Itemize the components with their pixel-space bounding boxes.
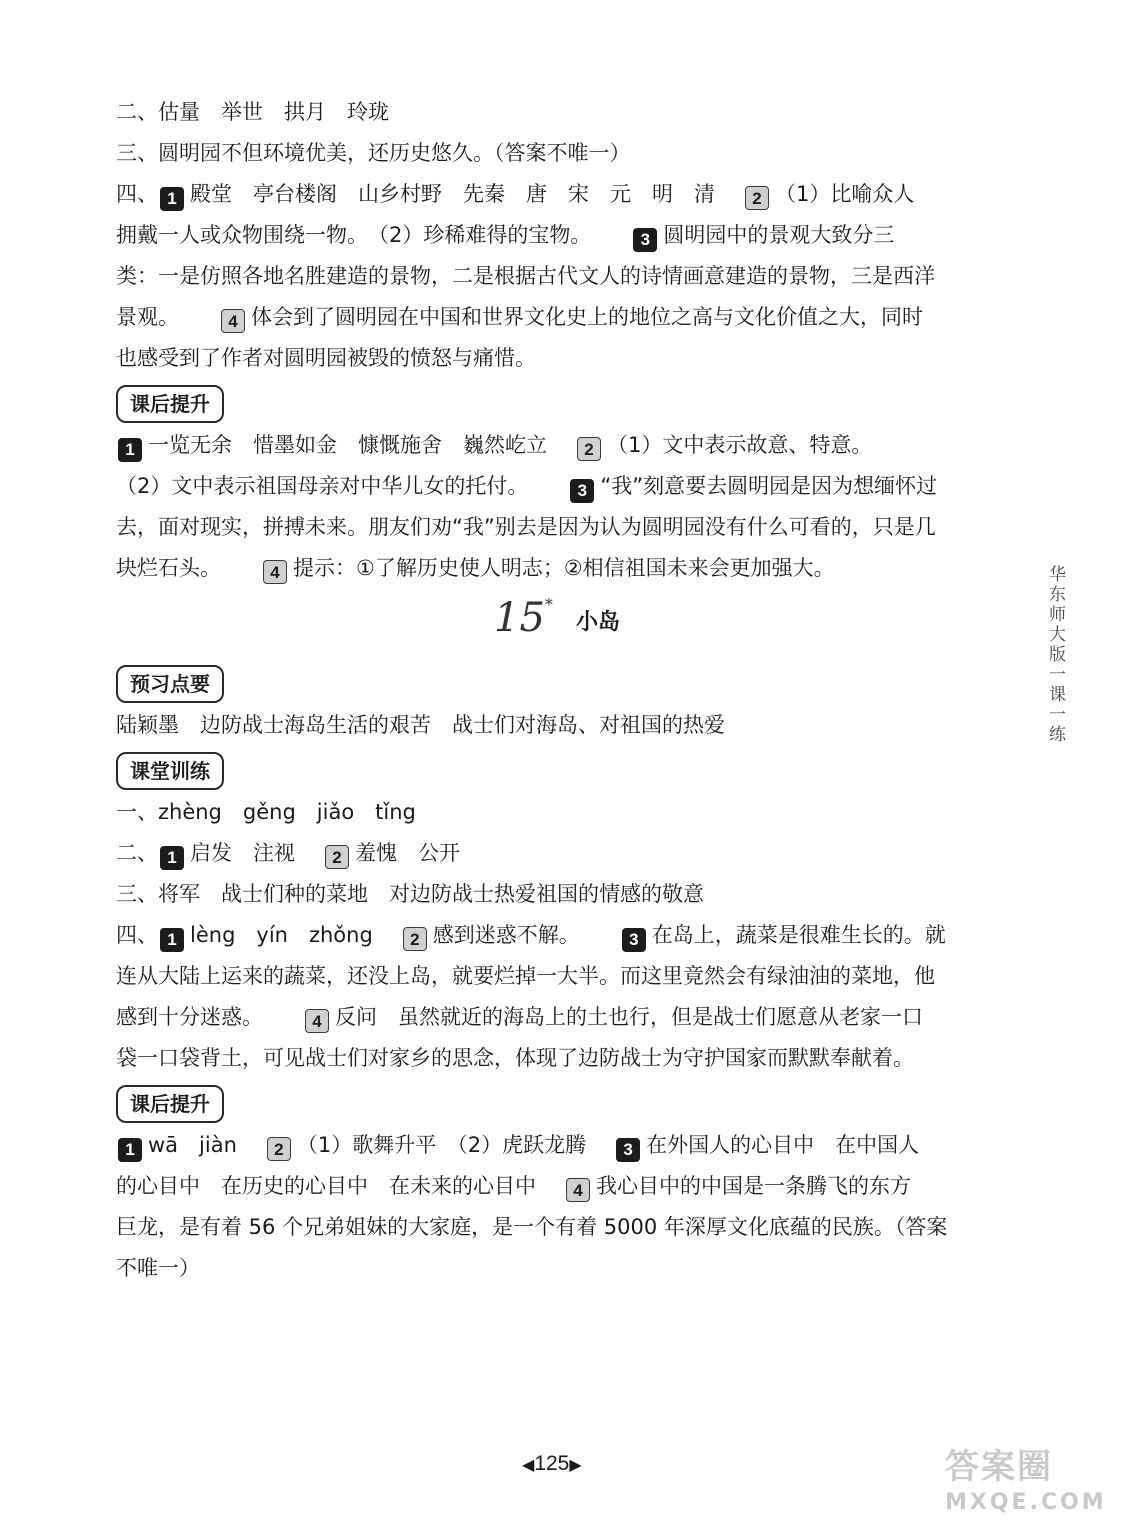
answer-text: 在外国人的心目中 在中国人 (646, 1133, 920, 1157)
line: 一、zhèng gěng jiǎo tǐng (116, 800, 416, 824)
line-prefix: 四、 (116, 923, 158, 947)
question-number-badge: 2 (403, 927, 427, 951)
question-number-badge: 4 (305, 1009, 329, 1033)
question-number-badge: 4 (566, 1178, 590, 1202)
line-prefix: 二、 (116, 841, 158, 865)
line (116, 466, 996, 507)
page-number (522, 1452, 582, 1476)
question-number-badge: 1 (160, 846, 184, 870)
answer-text: 景观。 (116, 305, 179, 329)
question-number-badge: 4 (221, 309, 245, 333)
chapter-title: 小岛 (576, 610, 621, 635)
chapter-number: 15* (494, 595, 553, 641)
answer-text: （2）文中表示祖国母亲对中华儿女的托付。 (116, 474, 529, 498)
line: 巨龙，是有着 56 个兄弟姐妹的大家庭，是一个有着 5000 年深厚文化底蕴的民族。（答案 (116, 1215, 948, 1239)
answer-text: 反问 虽然就近的海岛上的土也行，但是战士们愿意从老家一口 (335, 1005, 923, 1029)
question-number-badge: 1 (118, 1138, 142, 1162)
question-number-badge: 2 (325, 845, 349, 869)
line: 三、将军 战士们种的菜地 对边防战士热爱祖国的情感的敬意 (116, 882, 704, 906)
line (116, 425, 996, 466)
line (116, 548, 996, 589)
answer-text: 一览无余 惜墨如金 慷慨施舍 巍然屹立 (148, 433, 547, 457)
answer-text: wā jiàn (148, 1133, 237, 1157)
chapter-star: * (544, 595, 553, 614)
line: 也感受到了作者对圆明园被毁的愤怒与痛惜。 (116, 346, 536, 370)
line: 陆颖墨 边防战士海岛生活的艰苦 战士们对海岛、对祖国的热爱 (116, 713, 725, 737)
question-number-badge: 1 (160, 928, 184, 952)
answer-text: 提示：①了解历史使人明志；②相信祖国未来会更加强大。 (293, 556, 835, 580)
question-number-badge: 2 (745, 186, 769, 210)
answer-text: 体会到了圆明园在中国和世界文化史上的地位之高与文化价值之大，同时 (251, 305, 923, 329)
question-number-badge: 3 (633, 228, 657, 252)
answer-text: 圆明园中的景观大致分三 (663, 223, 895, 247)
answer-text: 我心目中的中国是一条腾飞的东方 (596, 1174, 911, 1198)
line: 不唯一） (116, 1256, 200, 1280)
line-prefix: 四、 (116, 182, 158, 206)
answer-text: 在岛上，蔬菜是很难生长的。就 (651, 923, 946, 947)
question-number-badge: 1 (118, 438, 142, 462)
line (116, 915, 996, 956)
answer-text: 的心目中 在历史的心目中 在未来的心目中 (116, 1174, 536, 1198)
line (116, 1125, 996, 1166)
question-number-badge: 4 (263, 560, 287, 584)
line (116, 997, 996, 1038)
side-series-label: 华东师大版一课一练 (1045, 565, 1065, 745)
line: 袋一口袋背土，可见战士们对家乡的思念，体现了边防战士为守护国家而默默奉献着。 (116, 1046, 914, 1070)
section-tag: 课堂训练 (116, 752, 224, 790)
question-number-badge: 3 (570, 479, 594, 503)
watermark (945, 1445, 1115, 1525)
section-tag: 课后提升 (116, 1085, 224, 1123)
line: 类：一是仿照各地名胜建造的景物，二是根据古代文人的诗情画意建造的景物，三是西洋 (116, 264, 935, 288)
question-number-badge: 2 (267, 1137, 291, 1161)
left-triangle-icon: ◀ (522, 1457, 535, 1474)
answer-text: “我”刻意要去圆明园是因为想缅怀过 (600, 474, 938, 498)
section-tag: 预习点要 (116, 665, 224, 703)
answer-text: 感到迷惑不解。 (432, 923, 580, 947)
question-number-badge: 3 (622, 928, 646, 952)
chapter-heading (116, 593, 996, 649)
line (116, 215, 996, 256)
answer-text: 殿堂 亭台楼阁 山乡村野 先秦 唐 宋 元 明 清 (190, 182, 715, 206)
answer-content (116, 92, 996, 1289)
line: 三、圆明园不但环境优美，还历史悠久。（答案不唯一） (116, 141, 631, 165)
watermark-top: 答案圈 (945, 1447, 1053, 1487)
right-triangle-icon: ▶ (569, 1457, 582, 1474)
answer-text: （1）比喻众人 (775, 182, 915, 206)
line (116, 833, 996, 874)
answer-text: 羞愧 公开 (355, 841, 460, 865)
line: 连从大陆上运来的蔬菜，还没上岛，就要烂掉一大半。而这里竟然会有绿油油的菜地，他 (116, 964, 935, 988)
watermark-bottom: MXQE.COM (945, 1490, 1107, 1515)
line: 二、估量 举世 拱月 玲珑 (116, 100, 389, 124)
line (116, 1166, 996, 1207)
answer-text: （1）歌舞升平 （2）虎跃龙腾 (296, 1133, 587, 1157)
section-tag: 课后提升 (116, 385, 224, 423)
line (116, 297, 996, 338)
line (116, 174, 996, 215)
answer-text: 拥戴一人或众物围绕一物。 （2）珍稀难得的宝物。 (116, 223, 592, 247)
answer-text: lèng yín zhǒng (190, 923, 373, 947)
answer-text: （1）文中表示故意、特意。 (607, 433, 873, 457)
line: 去，面对现实，拼搏未来。朋友们劝“我”别去是因为认为圆明园没有什么可看的，只是几 (116, 515, 936, 539)
question-number-badge: 3 (616, 1138, 640, 1162)
answer-text: 块烂石头。 (116, 556, 221, 580)
page-number-text: 125 (534, 1452, 570, 1475)
answer-text: 启发 注视 (190, 841, 295, 865)
question-number-badge: 2 (577, 437, 601, 461)
answer-text: 感到十分迷惑。 (116, 1005, 263, 1029)
question-number-badge: 1 (160, 187, 184, 211)
